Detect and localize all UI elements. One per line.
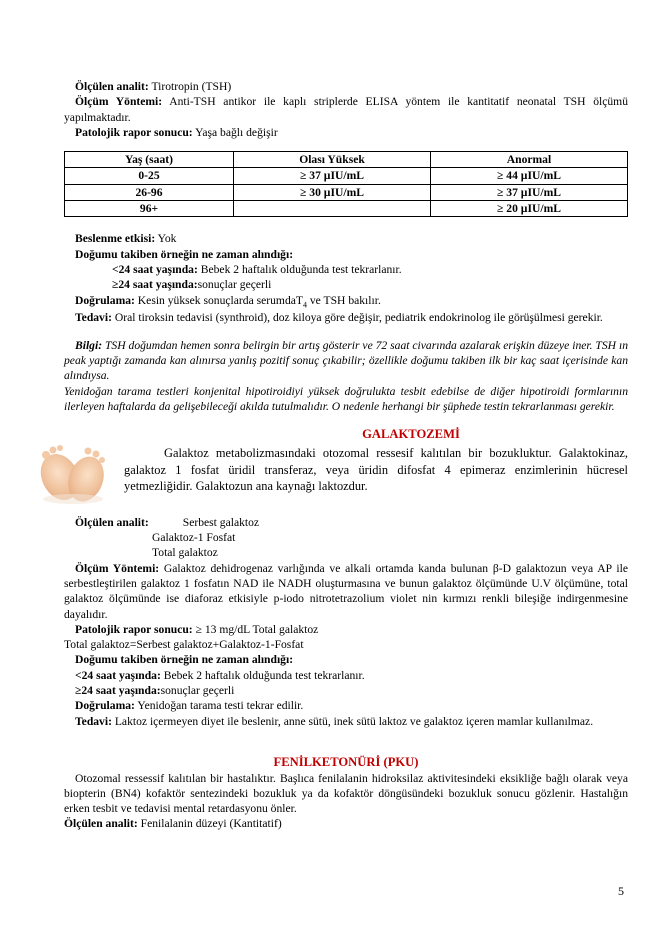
page-number: 5	[618, 884, 624, 898]
tsh-yontem: Ölçüm Yöntemi: Anti-TSH antikor ile kaplı striplerde ELISA yöntem ile kantitatif neonatal TSH ölçümü yapılmaktadır.	[64, 95, 628, 124]
galaktozemi-intro: Galaktoz metabolizmasındaki otozomal ressesif kalıtılan bir bozukluktur. Galaktokinaz, galaktoz 1 fosfat üridil transferaz, veya üridin difosfat 4 epimeraz enzimlerinin hücresel yetmezliğidir. Galaktozun ana kaynağı laktozdur.	[124, 445, 628, 494]
pku-title: FENİLKETONÜRİ (PKU)	[273, 754, 419, 769]
table-cell	[234, 201, 431, 217]
table-cell: ≥ 37 µIU/mL	[431, 184, 628, 200]
gal-formula: Total galaktoz=Serbest galaktoz+Galaktoz-1-Fosfat	[64, 638, 304, 652]
gal-analit: Ölçülen analit: Serbest galaktoz	[75, 515, 260, 529]
table-cell: ≥ 30 µIU/mL	[234, 184, 431, 200]
tsh-dogrulama: Doğrulama: Kesin yüksek sonuçlarda serumdaT$_4$ ve TSH bakılır.	[75, 293, 381, 309]
gal-tedavi: Tedavi: Laktoz içermeyen diyet ile beslenir, anne sütü, inek sütü laktoz ve galaktoz içeren mamlar kullanılmaz.	[75, 714, 594, 728]
tsh-reference-table	[64, 151, 628, 217]
tsh-tedavi: Tedavi: Oral tiroksin tedavisi (synthroid), doz kiloya göre değişir, pediatrik endokrinolog ile görüşülmesi gerekir.	[75, 311, 603, 325]
table-cell: 0-25	[65, 168, 234, 184]
table-cell: 26-96	[65, 184, 234, 200]
tsh-bilgi-2: Yenidoğan tarama testleri konjenital hipotiroidiyi yüksek doğrulukta tesbit edebilse de diğer hipotiroidi formlarının ilerleyen haftalarda da gelişebileceği akılda tutulmalıdır. O nedenle herhangi bir şüphede testin tekrarlanması gerekir.	[64, 384, 628, 413]
gal-ge24: ≥24 saat yaşında:sonuçlar geçerli	[75, 684, 235, 698]
tsh-dogum: Doğumu takiben örneğin ne zaman alındığı:	[75, 247, 294, 261]
tsh-lt24: <24 saat yaşında: Bebek 2 haftalık olduğunda test tekrarlanır.	[112, 262, 402, 276]
table-header: Anormal	[431, 152, 628, 168]
tsh-bilgi: Bilgi: TSH doğumdan hemen sonra belirgin bir artış gösterir ve 72 saat civarında azalarak erişkin düzeye iner. TSH ın peak yaptığı zamanda kan alınırsa yanlış pozitif sonuç çıkabilir; özellikle doğumu takiben ilk bir kaç saat içerisinde kan alındıysa.	[64, 338, 628, 383]
page-content	[64, 79, 628, 832]
tsh-rapor: Patolojik rapor sonucu: Yaşa bağlı değişir	[75, 125, 278, 139]
pku-intro: Otozomal ressessif kalıtılan bir hastalıktır. Başlıca fenilalanin hidroksilaz aktivitesindeki eksikliğe bağlı olarak veya biopterin (BN4) kofaktör sentezindeki bozukluk ya da kofaktör döngüsündeki bozukluk sonucu gözlenir. Hastalığın erken tesbit ve tedavisi mental retardasyonu önler.	[64, 771, 628, 816]
table-row	[65, 168, 628, 184]
gal-yontem: Ölçüm Yöntemi: Galaktoz dehidrogenaz varlığında ve alkali ortamda kanda bulunan β-D galaktozun veya AP ile serbestleştirilen galaktoz 1 fosfatın NAD ile NADH oluşturmasına ve bunun galaktoz ölçümünde U.V ölçümüne, total galaktoz ölçümünde ise diaforaz etkisiyle p-iodo nitrotetrazolium violet nin kırmızı renkli bileşiğe indirgenmesine dayalıdır.	[64, 561, 628, 621]
tsh-analit: Ölçülen analit: Tirotropin (TSH)	[75, 80, 232, 93]
gal-rapor: Patolojik rapor sonucu: ≥ 13 mg/dL Total galaktoz	[75, 622, 319, 636]
gal-analit-3: Total galaktoz	[152, 546, 218, 560]
table-cell: 96+	[65, 201, 234, 217]
table-header: Olası Yüksek	[234, 152, 431, 168]
table-header: Yaş (saat)	[65, 152, 234, 168]
tsh-ge24: ≥24 saat yaşında:sonuçlar geçerli	[112, 278, 272, 292]
table-row	[65, 201, 628, 217]
baby-feet-icon	[30, 441, 116, 505]
gal-dogrulama: Doğrulama: Yenidoğan tarama testi tekrar edilir.	[75, 699, 304, 713]
table-cell: ≥ 44 µIU/mL	[431, 168, 628, 184]
pku-analit: Ölçülen analit: Fenilalanin düzeyi (Kantitatif)	[64, 817, 282, 831]
table-header-row	[65, 152, 628, 168]
table-row	[65, 184, 628, 200]
gal-analit-2: Galaktoz-1 Fosfat	[152, 531, 236, 545]
table-cell: ≥ 20 µIU/mL	[431, 201, 628, 217]
galaktozemi-title: GALAKTOZEMİ	[362, 427, 460, 442]
gal-lt24: <24 saat yaşında: Bebek 2 haftalık olduğunda test tekrarlanır.	[75, 668, 365, 682]
table-cell: ≥ 37 µIU/mL	[234, 168, 431, 184]
galaktozemi-intro-block	[64, 445, 628, 507]
gal-dogum: Doğumu takiben örneğin ne zaman alındığı:	[75, 653, 294, 667]
tsh-beslenme: Beslenme etkisi: Yok	[75, 232, 177, 246]
